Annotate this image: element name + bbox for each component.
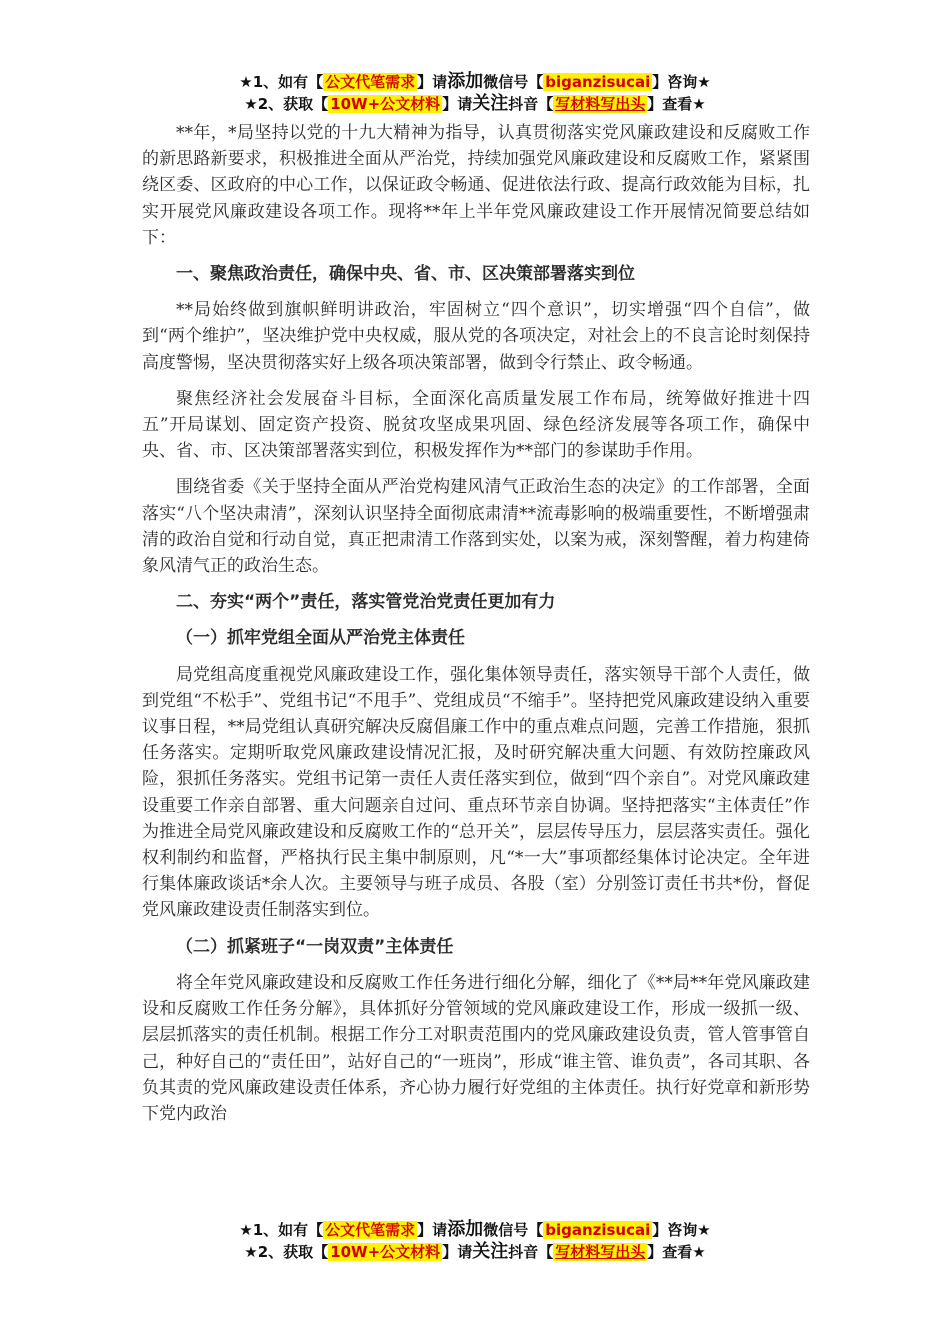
paragraph: 聚焦经济社会发展奋斗目标，全面深化高质量发展工作布局，统筹做好推进十四五”开局谋划、固定资产投资、脱贫攻坚成果巩固、绿色经济发展等各项工作，确保中央、省、市、区决策部署落实到位，积极发挥作为**部门的参谋助手作用。 <box>142 388 810 462</box>
highlight-service: 公文代笔需求 <box>325 73 416 91</box>
subsection-heading-1: （一）抓牢党组全面从严治党主体责任 <box>176 628 465 649</box>
banner-line-2: ★2、获取【 10W+公文材料 】请关注抖音【 写材料写出头 】查看★ <box>244 93 706 114</box>
header-banner <box>0 71 950 115</box>
document-body <box>142 120 810 1137</box>
paragraph: 局党组高度重视党风廉政建设工作，强化集体领导责任，落实领导干部个人责任，做到党组“不松手”、党组书记“不甩手”、党组成员“不缩手”。坚持把党风廉政建设纳入重要议事日程，**局党组认真研究解决反腐倡廉工作中的重点难点问题，完善工作措施，狠抓任务落实。定期听取党风廉政建设情况汇报，及时研究解决重大问题、有效防控廉政风险，狠抓任务落实。党组书记第一责任人责任落实到位，做到“四个亲自”。对党风廉政建设重要工作亲自部署、重大问题亲自过问、重点环节亲自协调。坚持把落实“主体责任”作为推进全局党风廉政建设和反腐败工作的“总开关”，层层传导压力，层层落实责任。强化权利制约和监督，严格执行民主集中制原则，凡“*一大”事项都经集体讨论决定。全年进行集体廉政谈话*余人次。主要领导与班子成员、各股（室）分别签订责任书共*份，督促党风廉政建设责任制落实到位。 <box>142 664 810 921</box>
highlight-douyin: 写材料写出头 <box>555 1243 646 1261</box>
subsection-heading-2: （二）抓紧班子“一岗双责”主体责任 <box>176 936 454 957</box>
paragraph: **局始终做到旗帜鲜明讲政治，牢固树立“四个意识”，切实增强“四个自信”，做到“两个维护”，坚决维护党中央权威，服从党的各项决定，对社会上的不良言论时刻保持高度警惕，坚决贯彻落实好上级各项决策部署，做到令行禁止、政令畅通。 <box>142 300 810 373</box>
banner-line-2: ★2、获取【 10W+公文材料 】请关注抖音【 写材料写出头 】查看★ <box>244 1241 706 1262</box>
highlight-douyin: 写材料写出头 <box>555 95 646 113</box>
banner-line-1: ★1、如有【 公文代笔需求 】请添加微信号【 biganzisucai 】咨询★ <box>239 71 711 92</box>
paragraph: 围绕省委《关于坚持全面从严治党构建风清气正政治生态的决定》的工作部署，全面落实“八个坚决肃清”，深刻认识坚持全面彻底肃清**流毒影响的极端重要性，不断增强肃清的政治自觉和行动自觉，真正把肃清工作落到实处，以案为戒，深刻警醒，着力构建倚象风清气正的政治生态。 <box>142 477 810 577</box>
section-heading-1: 一、聚焦政治责任，确保中央、省、市、区决策部署落实到位 <box>176 264 635 285</box>
section-heading-2: 二、夯实“两个”责任，落实管党治党责任更加有力 <box>176 592 556 613</box>
footer-banner <box>0 1219 950 1263</box>
highlight-service: 公文代笔需求 <box>325 1221 416 1239</box>
banner-line-1: ★1、如有【 公文代笔需求 】请添加微信号【 biganzisucai 】咨询★ <box>239 1219 711 1240</box>
highlight-wechat-id: biganzisucai <box>545 1221 651 1239</box>
intro-paragraph: **年，*局坚持以党的十九大精神为指导，认真贯彻落实党风廉政建设和反腐败工作的新思路新要求，积极推进全面从严治党，持续加强党风廉政建设和反腐败工作，紧紧围绕区委、区政府的中心工作，以保证政令畅通、促进依法行政、提高行政效能为目标，扎实开展党风廉政建设各项工作。现将**年上半年党风廉政建设工作开展情况简要总结如下： <box>142 123 810 248</box>
highlight-wechat-id: biganzisucai <box>545 73 651 91</box>
highlight-materials: 10W+公文材料 <box>330 95 441 113</box>
highlight-materials: 10W+公文材料 <box>330 1243 441 1261</box>
paragraph: 将全年党风廉政建设和反腐败工作任务进行细化分解，细化了《**局**年党风廉政建设和反腐败工作任务分解》，具体抓好分管领域的党风廉政建设工作，形成一级抓一级、层层抓落实的责任机制。根据工作分工对职责范围内的党风廉政建设负责，管人管事管自己，种好自己的“责任田”，站好自己的“一班岗”，形成“谁主管、谁负责”，各司其职、各负其责的党风廉政建设责任体系，齐心协力履行好党组的主体责任。执行好党章和新形势下党内政治 <box>142 972 810 1124</box>
